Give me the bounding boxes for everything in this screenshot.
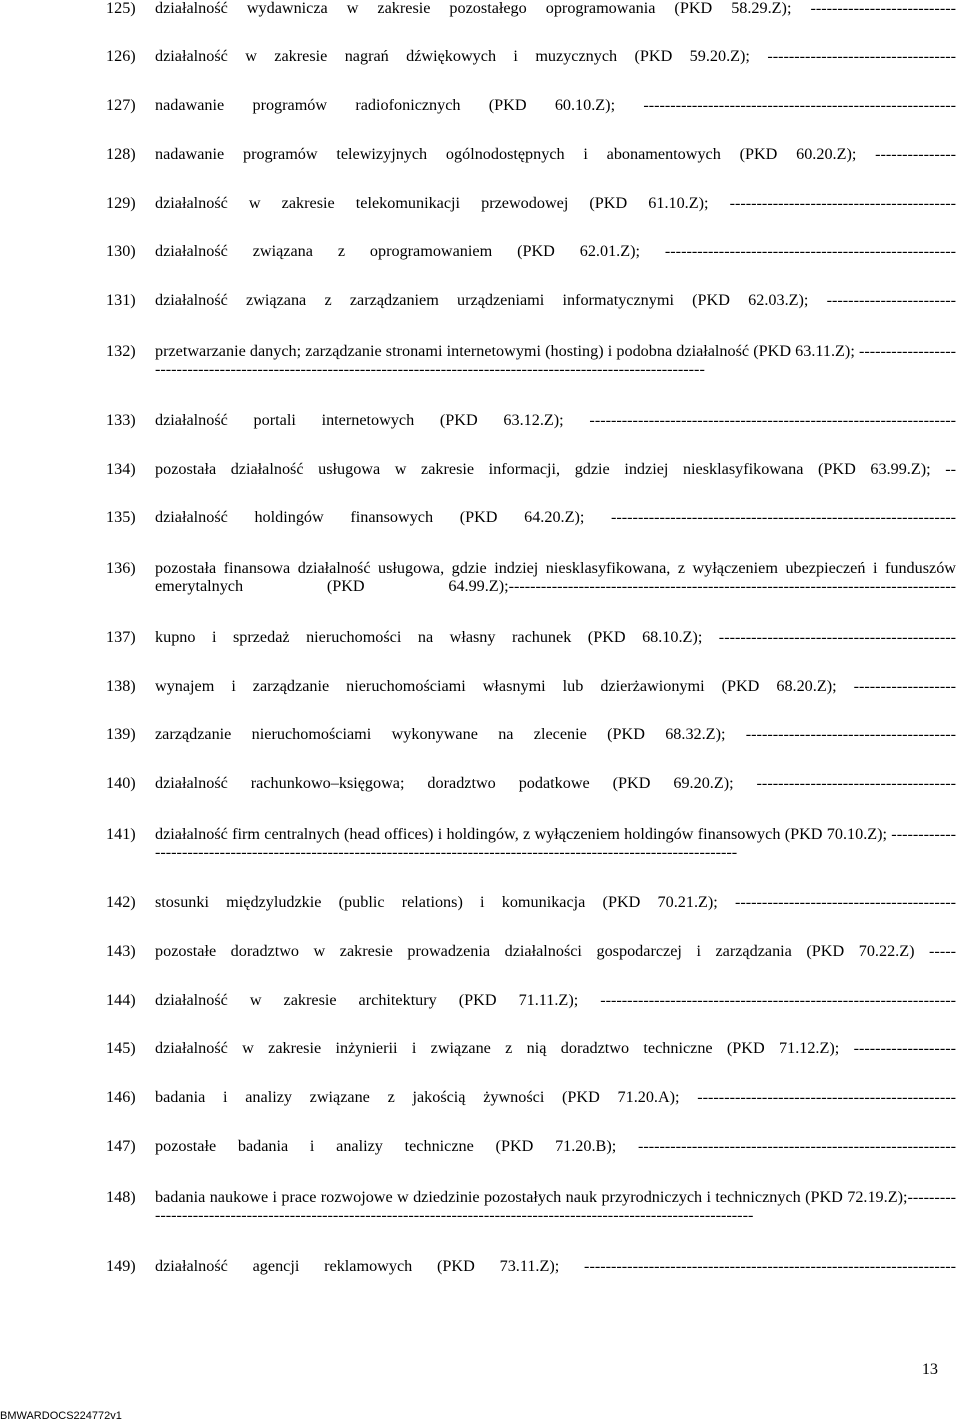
list-item-number: 144) <box>106 991 136 1009</box>
list-item-number: 145) <box>106 1039 136 1057</box>
list-item-text: działalność związana z zarządzaniem urządzeniami informatycznymi (PKD 62.03.Z); ------------------------ <box>155 291 956 309</box>
list-item-number: 126) <box>106 47 136 65</box>
list-item-number: 134) <box>106 460 136 478</box>
list-item-text: wynajem i zarządzanie nieruchomościami własnymi lub dzierżawionymi (PKD 68.20.Z); ------------------- <box>155 677 956 695</box>
document-id-footer: BMWARDOCS224772v1 <box>0 1410 122 1422</box>
list-item-text: działalność firm centralnych (head offices) i holdingów, z wyłączeniem holdingów finansowych (PKD 70.10.Z); ------------------------------------------------------------------------------------------------------------------------ <box>155 825 956 861</box>
list-item-text: działalność w zakresie telekomunikacji przewodowej (PKD 61.10.Z); ------------------------------------------ <box>155 194 956 212</box>
list-item-number: 135) <box>106 508 136 526</box>
list-item-text: działalność w zakresie inżynierii i związane z nią doradztwo techniczne (PKD 71.12.Z); ------------------- <box>155 1039 956 1057</box>
list-item-text: stosunki międzyludzkie (public relations) i komunikacja (PKD 70.21.Z); ----------------------------------------- <box>155 893 956 911</box>
list-item-number: 136) <box>106 559 136 577</box>
list-item-text: przetwarzanie danych; zarządzanie stronami internetowymi (hosting) i podobna działalność (PKD 63.11.Z); ------------------------------------------------------------------------------------------------------------------------ <box>155 342 956 378</box>
list-item-text: kupno i sprzedaż nieruchomości na własny rachunek (PKD 68.10.Z); -------------------------------------------- <box>155 628 956 646</box>
list-item-number: 125) <box>106 0 136 17</box>
list-item-text: działalność agencji reklamowych (PKD 73.11.Z); --------------------------------------------------------------------- <box>155 1257 956 1275</box>
list-item-text: zarządzanie nieruchomościami wykonywane na zlecenie (PKD 68.32.Z); --------------------------------------- <box>155 725 956 743</box>
list-item-text: działalność portali internetowych (PKD 63.12.Z); -------------------------------------------------------------------- <box>155 411 956 429</box>
list-item-number: 129) <box>106 194 136 212</box>
list-item-number: 128) <box>106 145 136 163</box>
list-item-number: 148) <box>106 1188 136 1206</box>
list-item-number: 133) <box>106 411 136 429</box>
list-item-number: 130) <box>106 242 136 260</box>
list-item-number: 146) <box>106 1088 136 1106</box>
list-item-text: pozostałe doradztwo w zakresie prowadzenia działalności gospodarczej i zarządzania (PKD 70.22.Z) ----- <box>155 942 956 960</box>
list-item-number: 139) <box>106 725 136 743</box>
list-item-text: pozostała finansowa działalność usługowa, gdzie indziej niesklasyfikowana, z wyłączeniem ubezpieczeń i funduszów emerytalnych (PKD 64.99.Z);----------------------------------------------------------------------------------- <box>155 559 956 595</box>
list-item-number: 138) <box>106 677 136 695</box>
list-item-number: 147) <box>106 1137 136 1155</box>
list-item-text: nadawanie programów radiofonicznych (PKD 60.10.Z); ---------------------------------------------------------- <box>155 96 956 114</box>
list-item-number: 149) <box>106 1257 136 1275</box>
list-item-number: 131) <box>106 291 136 309</box>
list-item-number: 141) <box>106 825 136 843</box>
list-item-text: działalność związana z oprogramowaniem (PKD 62.01.Z); ------------------------------------------------------ <box>155 242 956 260</box>
list-item-text: działalność rachunkowo–księgowa; doradztwo podatkowe (PKD 69.20.Z); ------------------------------------- <box>155 774 956 792</box>
list-item-number: 127) <box>106 96 136 114</box>
list-item-text: pozostałe badania i analizy techniczne (PKD 71.20.B); ----------------------------------------------------------- <box>155 1137 956 1155</box>
list-item-text: działalność holdingów finansowych (PKD 64.20.Z); ---------------------------------------------------------------- <box>155 508 956 526</box>
list-item-number: 137) <box>106 628 136 646</box>
list-item-text: działalność wydawnicza w zakresie pozostałego oprogramowania (PKD 58.29.Z); --------------------------- <box>155 0 956 17</box>
list-item-text: badania i analizy związane z jakością żywności (PKD 71.20.A); ------------------------------------------------ <box>155 1088 956 1106</box>
list-item-number: 143) <box>106 942 136 960</box>
list-item-text: działalność w zakresie nagrań dźwiękowych i muzycznych (PKD 59.20.Z); ----------------------------------- <box>155 47 956 65</box>
list-item-text: nadawanie programów telewizyjnych ogólnodostępnych i abonamentowych (PKD 60.20.Z); --------------- <box>155 145 956 163</box>
list-item-number: 132) <box>106 342 136 360</box>
list-item-text: badania naukowe i prace rozwojowe w dziedzinie pozostałych nauk przyrodniczych i technicznych (PKD 72.19.Z);------------------------------------------------------------------------------------------------------------------------ <box>155 1188 956 1224</box>
list-item-number: 140) <box>106 774 136 792</box>
list-item-number: 142) <box>106 893 136 911</box>
list-item-text: działalność w zakresie architektury (PKD 71.11.Z); ------------------------------------------------------------------ <box>155 991 956 1009</box>
page-number: 13 <box>921 1360 938 1378</box>
list-item-text: pozostała działalność usługowa w zakresie informacji, gdzie indziej niesklasyfikowana (PKD 63.99.Z); -- <box>155 460 956 478</box>
